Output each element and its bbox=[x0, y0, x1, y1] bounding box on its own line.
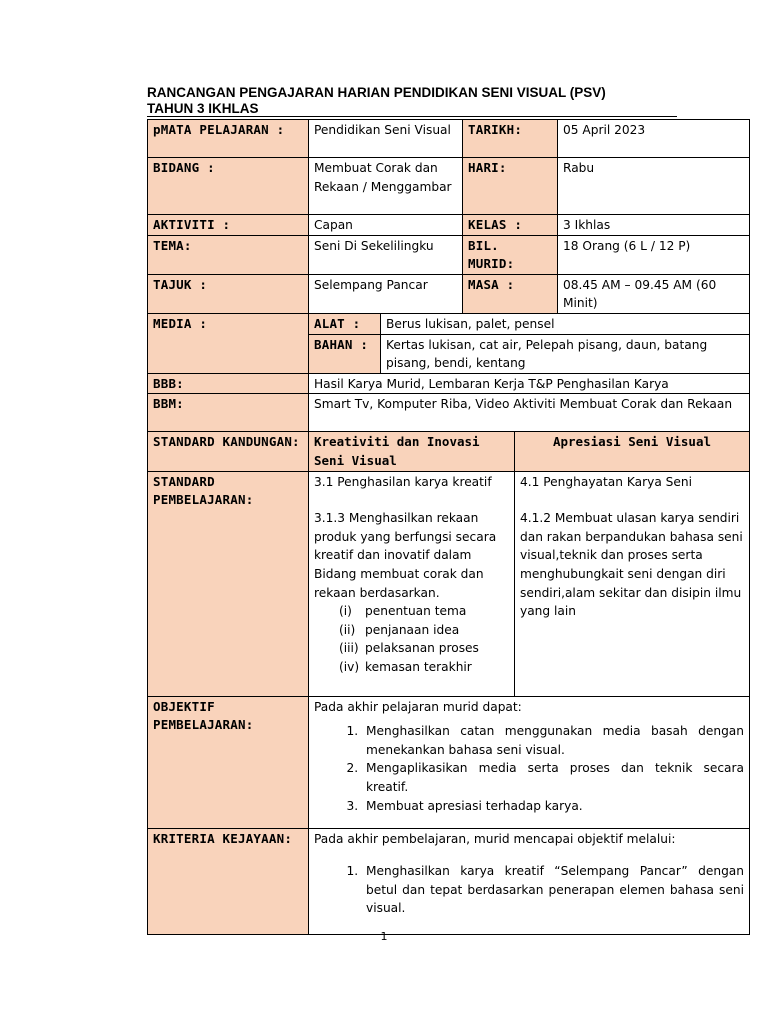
kriteria-intro: Pada akhir pembelajaran, murid mencapai objektif melalui: bbox=[314, 831, 676, 846]
value-bahan: Kertas lukisan, cat air, Pelepah pisang, daun, batang pisang, bendi, kentang bbox=[381, 334, 750, 373]
value-tema: Seni Di Sekelilingku bbox=[309, 235, 463, 274]
sp-col1 bbox=[309, 471, 515, 696]
list-item: (ii) penjanaan idea bbox=[339, 622, 460, 637]
row-standard-kandungan bbox=[148, 432, 750, 471]
row-bidang bbox=[148, 158, 750, 215]
label-tajuk: TAJUK : bbox=[148, 274, 309, 313]
row-bbb bbox=[148, 373, 750, 394]
list-item: 2. Mengaplikasikan media serta proses dan teknik secara kreatif. bbox=[362, 759, 744, 796]
label-masa: MASA : bbox=[463, 274, 558, 313]
label-objektif: OBJEKTIF PEMBELAJARAN: bbox=[148, 696, 309, 828]
label-standard-kandungan: STANDARD KANDUNGAN: bbox=[148, 432, 309, 471]
row-tajuk bbox=[148, 274, 750, 313]
value-bil-murid: 18 Orang (6 L / 12 P) bbox=[558, 235, 750, 274]
sp-col1-title: 3.1 Penghasilan karya kreatif bbox=[314, 474, 492, 489]
value-bbb: Hasil Karya Murid, Lembaran Kerja T&P Penghasilan Karya bbox=[309, 373, 750, 394]
objektif-list bbox=[314, 722, 744, 815]
sk-kreativiti: Kreativiti dan Inovasi Seni Visual bbox=[309, 432, 515, 471]
sp-col1-list bbox=[314, 602, 509, 676]
sp-col2 bbox=[515, 471, 750, 696]
sp-col2-text: 4.1.2 Membuat ulasan karya sendiri dan rakan berpandukan bahasa seni visual,teknik dan proses serta menghubungkait seni dengan diri sendiri,alam sekitar dan disipin ilmu yang lain bbox=[520, 511, 743, 619]
kriteria-list bbox=[314, 862, 744, 918]
row-standard-pembelajaran bbox=[148, 471, 750, 696]
row-media-alat bbox=[148, 313, 750, 334]
value-bidang: Membuat Corak dan Rekaan / Menggambar bbox=[309, 158, 463, 215]
value-aktiviti: Capan bbox=[309, 215, 463, 236]
label-tarikh: TARIKH: bbox=[463, 120, 558, 158]
value-alat: Berus lukisan, palet, pensel bbox=[381, 313, 750, 334]
row-tema bbox=[148, 235, 750, 274]
label-bahan: BAHAN : bbox=[309, 334, 381, 373]
label-mata-pelajaran: pMATA PELAJARAN : bbox=[148, 120, 309, 158]
lesson-plan-table bbox=[147, 119, 750, 935]
document-header bbox=[147, 85, 606, 117]
value-bbm: Smart Tv, Komputer Riba, Video Aktiviti Membuat Corak dan Rekaan bbox=[309, 394, 750, 432]
label-kelas: KELAS : bbox=[463, 215, 558, 236]
row-bbm bbox=[148, 394, 750, 432]
kriteria-content bbox=[309, 828, 750, 934]
list-item: (i) penentuan tema bbox=[339, 604, 467, 619]
document-subtitle: TAHUN 3 IKHLAS bbox=[147, 101, 259, 116]
list-item: 3. Membuat apresiasi terhadap karya. bbox=[362, 797, 744, 816]
header-rule bbox=[147, 116, 677, 117]
label-media: MEDIA : bbox=[148, 313, 309, 373]
value-masa: 08.45 AM – 09.45 AM (60 Minit) bbox=[558, 274, 750, 313]
label-tema: TEMA: bbox=[148, 235, 309, 274]
value-mata-pelajaran: Pendidikan Seni Visual bbox=[309, 120, 463, 158]
row-mata-pelajaran bbox=[148, 120, 750, 158]
row-aktiviti bbox=[148, 215, 750, 236]
sp-col1-text: 3.1.3 Menghasilkan rekaan produk yang berfungsi secara kreatif dan inovatif dalam Bidang membuat corak dan rekaan berdasarkan. bbox=[314, 511, 497, 600]
value-tarikh: 05 April 2023 bbox=[558, 120, 750, 158]
objektif-intro: Pada akhir pelajaran murid dapat: bbox=[314, 699, 522, 714]
label-bil-murid: BIL. MURID: bbox=[463, 235, 558, 274]
list-item: (iv) kemasan terakhir bbox=[339, 659, 472, 674]
list-item: 1. Menghasilkan catan menggunakan media basah dengan menekankan bahasa seni visual. bbox=[362, 722, 744, 759]
label-standard-pembelajaran: STANDARD PEMBELAJARAN: bbox=[148, 471, 309, 696]
sp-col2-title: 4.1 Penghayatan Karya Seni bbox=[520, 474, 693, 489]
value-kelas: 3 Ikhlas bbox=[558, 215, 750, 236]
value-hari: Rabu bbox=[558, 158, 750, 215]
label-bbm: BBM: bbox=[148, 394, 309, 432]
row-kriteria bbox=[148, 828, 750, 934]
label-hari: HARI: bbox=[463, 158, 558, 215]
row-objektif bbox=[148, 696, 750, 828]
label-bidang: BIDANG : bbox=[148, 158, 309, 215]
label-kriteria: KRITERIA KEJAYAAN: bbox=[148, 828, 309, 934]
document-title: RANCANGAN PENGAJARAN HARIAN PENDIDIKAN SENI VISUAL (PSV) bbox=[147, 85, 606, 100]
label-bbb: BBB: bbox=[148, 373, 309, 394]
sk-apresiasi: Apresiasi Seni Visual bbox=[515, 432, 750, 471]
page-number: 1 bbox=[380, 930, 388, 943]
label-aktiviti: AKTIVITI : bbox=[148, 215, 309, 236]
list-item: (iii) pelaksanan proses bbox=[339, 641, 479, 656]
label-alat: ALAT : bbox=[309, 313, 381, 334]
list-item: 1. Menghasilkan karya kreatif “Selempang Pancar” dengan betul dan tepat berdasarkan penerapan elemen bahasa seni visual. bbox=[362, 862, 744, 918]
value-tajuk: Selempang Pancar bbox=[309, 274, 463, 313]
objektif-content bbox=[309, 696, 750, 828]
